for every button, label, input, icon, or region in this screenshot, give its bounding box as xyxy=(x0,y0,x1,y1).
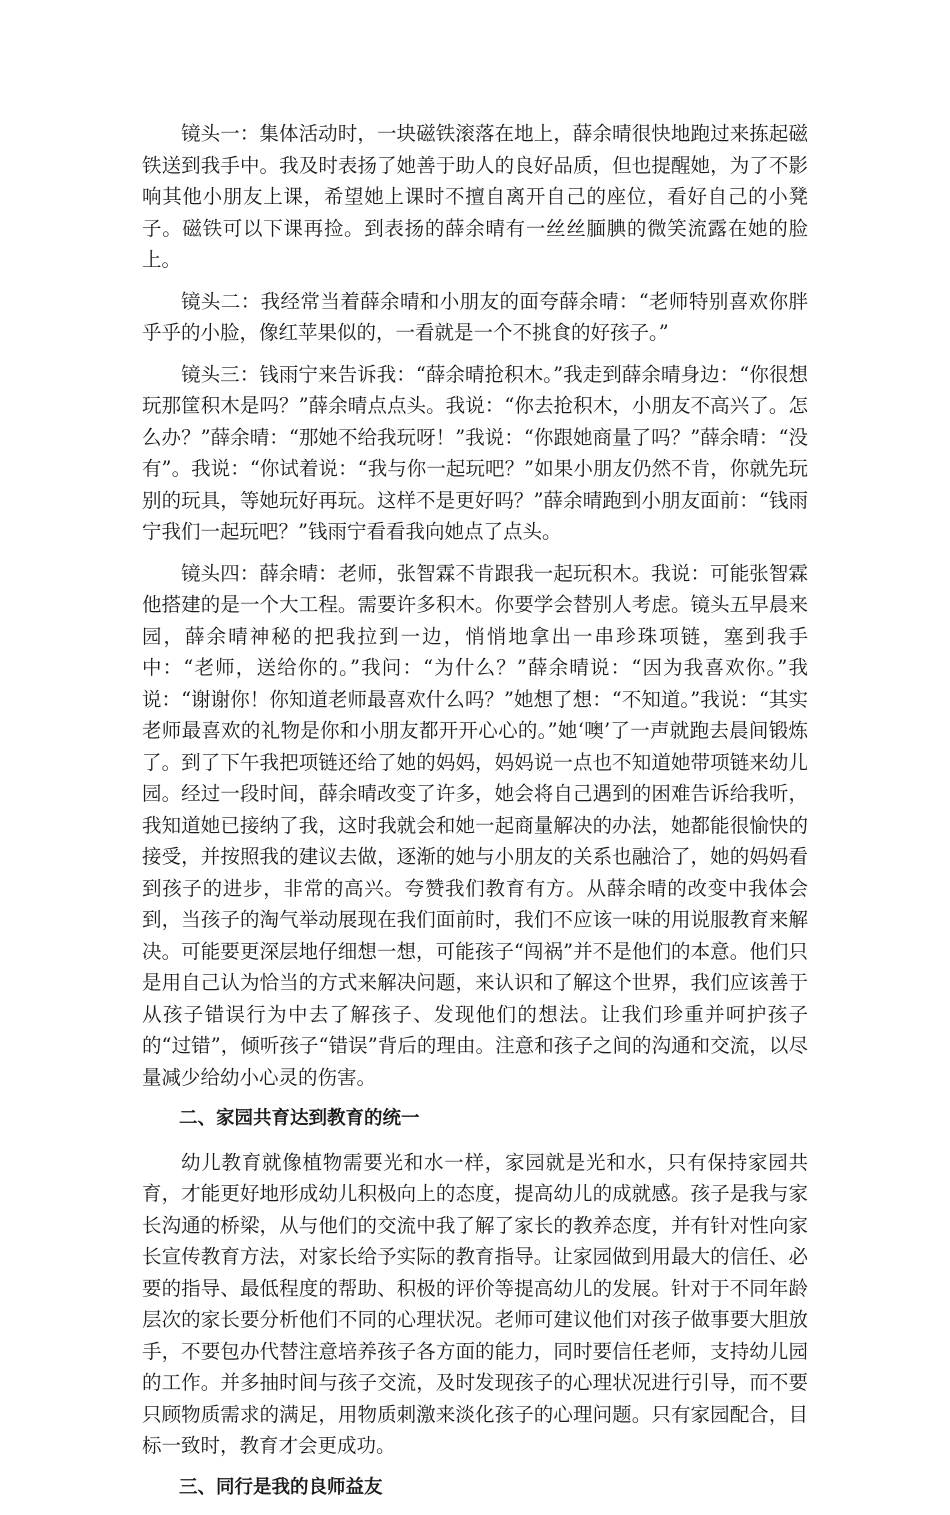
section-heading-home-school: 二、家园共育达到教育的统一 xyxy=(179,1108,420,1129)
paragraph-home-school: 幼儿教育就像植物需要光和水一样，家园就是光和水，只有保持家园共育，才能更好地形成幼儿积极向上的态度，提高幼儿的成就感。孩子是我与家长沟通的桥梁，从与他们的交流中我了解了家长的教养态度，并有针对性向家长宣传教育方法，对家长给予实际的教育指导。让家园做到用最大的信任、必要的指导、最低程度的帮助、积极的评价等提高幼儿的发展。针对于不同年龄层次的家长要分析他们不同的心理状况。老师可建议他们对孩子做事要大胆放手，不要包办代替注意培养孩子各方面的能力，同时要信任老师，支持幼儿园的工作。并多抽时间与孩子交流，及时发现孩子的心理状况进行引导，而不要只顾物质需求的满足，用物质刺激来淡化孩子的心理问题。只有家园配合，目标一致时，教育才会更成功。 xyxy=(142,1150,808,1457)
document-page xyxy=(142,118,808,1515)
paragraph-scene-one: 镜头一：集体活动时，一块磁铁滚落在地上，薛余晴很快地跑过来拣起磁铁送到我手中。我及时表扬了她善于助人的良好品质，但也提醒她，为了不影响其他小朋友上课，希望她上课时不擅自离开自己的座位，看好自己的小凳子。磁铁可以下课再捡。到表扬的薛余晴有一丝丝腼腆的微笑流露在她的脸上。 xyxy=(142,122,808,271)
paragraph-scene-three: 镜头三：钱雨宁来告诉我：“薛余晴抢积木。”我走到薛余晴身边：“你很想玩那筐积木是吗？”薛余晴点点头。我说：“你去抢积木，小朋友不高兴了。怎么办？”薛余晴：“那她不给我玩呀！”我说：“你跟她商量了吗？”薛余晴：“没有”。我说：“你试着说：“我与你一起玩吧？”如果小朋友仍然不肯，你就先玩别的玩具，等她玩好再玩。这样不是更好吗？”薛余晴跑到小朋友面前：“钱雨宁我们一起玩吧？”钱雨宁看看我向她点了点头。 xyxy=(142,362,808,543)
paragraph-scene-four: 镜头四：薛余晴：老师，张智霖不肯跟我一起玩积木。我说：可能张智霖他搭建的是一个大工程。需要许多积木。你要学会替别人考虑。镜头五早晨来园，薛余晴神秘的把我拉到一边，悄悄地拿出一串珍珠项链，塞到我手中：“老师，送给你的。”我问：“为什么？”薛余晴说：“因为我喜欢你。”我说：“谢谢你！你知道老师最喜欢什么吗？”她想了想：“不知道。”我说：“其实老师最喜欢的礼物是你和小朋友都开开心心的。”她‘噢’了一声就跑去晨间锻炼了。到了下午我把项链还给了她的妈妈，妈妈说一点也不知道她带项链来幼儿园。经过一段时间，薛余晴改变了许多，她会将自己遇到的困难告诉给我听，我知道她已接纳了我，这时我就会和她一起商量解决的办法，她都能很愉快的接受，并按照我的建议去做，逐渐的她与小朋友的关系也融洽了，她的妈妈看到孩子的进步，非常的高兴。夸赞我们教育有方。从薛余晴的改变中我体会到，当孩子的淘气举动展现在我们面前时，我们不应该一味的用说服教育来解决。可能要更深层地仔细想一想，可能孩子“闯祸”并不是他们的本意。他们只是用自己认为恰当的方式来解决问题，来认识和了解这个世界，我们应该善于从孩子错误行为中去了解孩子、发现他们的想法。让我们珍重并呵护孩子的“过错”，倾听孩子“错误”背后的理由。注意和孩子之间的沟通和交流，以尽量减少给幼小心灵的伤害。 xyxy=(142,561,808,1089)
section-heading-peers: 三、同行是我的良师益友 xyxy=(179,1476,383,1498)
paragraph-scene-two: 镜头二：我经常当着薛余晴和小朋友的面夸薛余晴：“老师特别喜欢你胖乎乎的小脸，像红苹果似的，一看就是一个不挑食的好孩子。” xyxy=(142,289,808,344)
